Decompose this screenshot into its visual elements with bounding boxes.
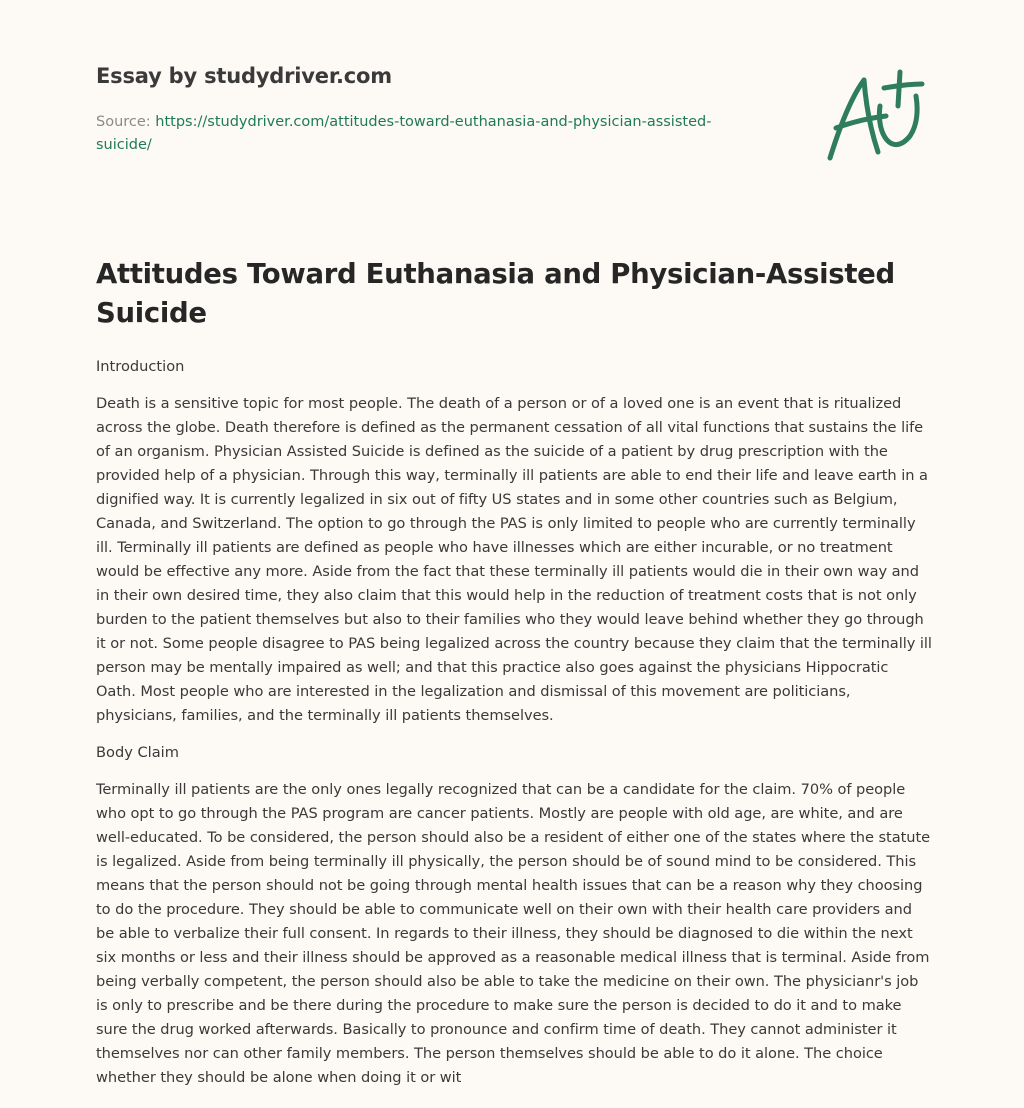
site-brand: Essay by studydriver.com	[96, 64, 392, 88]
source-line	[96, 111, 756, 157]
source-label: Source:	[96, 114, 156, 130]
section-text-body-claim: Terminally ill patients are the only ones legally recognized that can be a candidate for the claim. 70% of people who opt to go through the PAS program are cancer patients. Mostly are people with old age, are white, and are well-educated. To be considered, the person should also be a resident of either one of the states where the statute is legalized. Aside from being terminally ill physically, the person should be of sound mind to be considered. This means that the person should not be going through mental health issues that can be a reason why they choosing to do the procedure. They should be able to communicate well on their own with their health care providers and be able to verbalize their full consent. In regards to their illness, they should be diagnosed to die within the next six months or less and their illness should be approved as a reasonable medical illness that is terminal. Aside from being verbally competent, the person should also be able to take the medicine on their own. The physicianr's job is only to prescribe and be there during the procedure to make sure the person is decided to do it and to make sure the drug worked afterwards. Basically to pronounce and confirm time of death. They cannot administer it themselves nor can other family members. The person themselves should be able to do it alone. The choice whether they should be alone when doing it or wit	[96, 781, 931, 1086]
source-link[interactable]: https://studydriver.com/attitudes-toward-euthanasia-and-physician-assisted-suicide/	[96, 114, 712, 153]
article-body	[96, 355, 932, 1103]
article-title: Attitudes Toward Euthanasia and Physician-Assisted Suicide	[96, 258, 895, 329]
section-text-introduction: Death is a sensitive topic for most people. The death of a person or of a loved one is an event that is ritualized across the globe. Death therefore is defined as the permanent cessation of all vital functions that sustains the life of an organism. Physician Assisted Suicide is defined as the suicide of a patient by drug prescription with the provided help of a physician. Through this way, terminally ill patients are able to end their life and leave earth in a dignified way. It is currently legalized in six out of fifty US states and in some other countries such as Belgium, Canada, and Switzerland. The option to go through the PAS is only limited to people who are currently terminally ill. Terminally ill patients are defined as people who have illnesses which are either incurable, or no treatment would be effective any more. Aside from the fact that these terminally ill patients would die in their own way and in their own desired time, they also claim that this would help in the reduction of treatment costs that is not only burden to the patient themselves but also to their families who they would leave behind whether they go through it or not. Some people disagree to PAS being legalized across the country because they claim that the terminally ill person may be mentally impaired as well; and that this practice also goes against the physicians Hippocratic Oath. Most people who are interested in the legalization and dismissal of this movement are politicians, physicians, families, and the terminally ill patients themselves.	[96, 395, 932, 724]
section-heading-introduction: Introduction	[96, 358, 185, 375]
a-plus-logo-icon	[818, 66, 930, 166]
section-heading-body-claim: Body Claim	[96, 744, 179, 761]
